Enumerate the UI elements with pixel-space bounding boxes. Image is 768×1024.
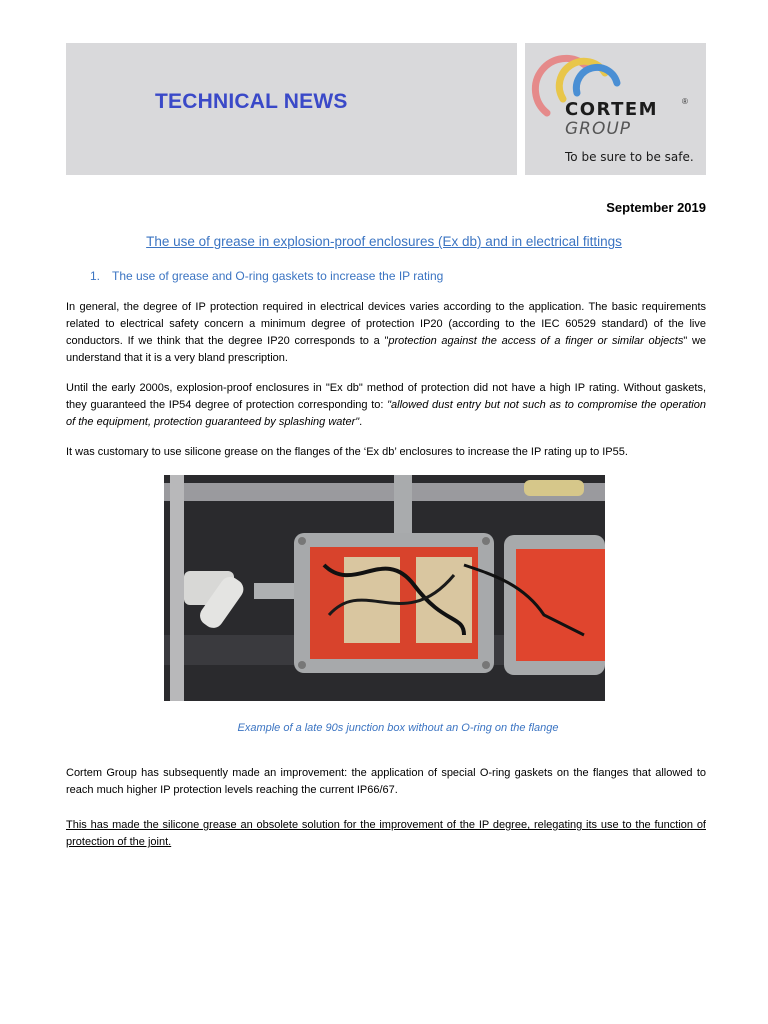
section-heading	[90, 269, 443, 283]
paragraph-1	[66, 299, 706, 367]
paragraph-3: It was customary to use silicone grease on the flanges of the ‘Ex db’ enclosures to increase the IP rating up to IP55.	[66, 446, 628, 458]
article-title: The use of grease in explosion-proof enclosures (Ex db) and in electrical fittings	[146, 234, 622, 249]
logo-group: GROUP	[565, 119, 632, 139]
section-heading-text: The use of grease and O-ring gaskets to increase the IP rating	[112, 269, 444, 283]
logo-tagline: To be sure to be safe.	[565, 150, 694, 164]
paragraph-2-text-a: Until the early 2000s, explosion-proof enclosures in "Ex db" method of protection did not have a high IP rating. Without gaskets, they guaranteed the IP54 degree of protection corresponding to:	[66, 382, 706, 411]
page-title: TECHNICAL NEWS	[155, 90, 348, 113]
paragraph-2	[66, 380, 706, 431]
paragraph-2-italic: "allowed dust entry but not such as to compromise the operation of the equipment, protection guaranteed by splashing water"	[66, 399, 706, 428]
junction-box-photo	[164, 475, 605, 701]
cortem-logo	[525, 43, 706, 175]
section-number: 1.	[90, 269, 101, 283]
publication-date: September 2019	[606, 200, 706, 215]
photo-caption: Example of a late 90s junction box without an O-ring on the flange	[237, 722, 559, 734]
junction-box-illustration	[164, 475, 605, 701]
paragraph-1-italic: protection against the access of a finger or similar objects	[388, 335, 684, 347]
paragraph-1-text-a: In general, the degree of IP protection required in electrical devices varies according to the application. The basic requirements related to electrical safety concern a minimum degree of protection IP20 (according to the IEC 60529 standard) of the live conductors. If we think that the degree IP20 corresponds to a "	[66, 301, 706, 347]
paragraph-1-text-b: " we understand that it is a very bland prescription.	[66, 335, 707, 364]
paragraph-5: This has made the silicone grease an obsolete solution for the improvement of the IP degree, relegating its use to the function of protection of the joint.	[66, 819, 706, 848]
paragraph-4: Cortem Group has subsequently made an improvement: the application of special O-ring gaskets on the flanges that allowed to reach much higher IP protection levels reaching the current IP66/67.	[66, 767, 706, 796]
paragraph-2-text-b: .	[359, 416, 363, 428]
logo-name: CORTEM	[565, 99, 659, 120]
logo-registered-mark: ®	[682, 97, 688, 106]
